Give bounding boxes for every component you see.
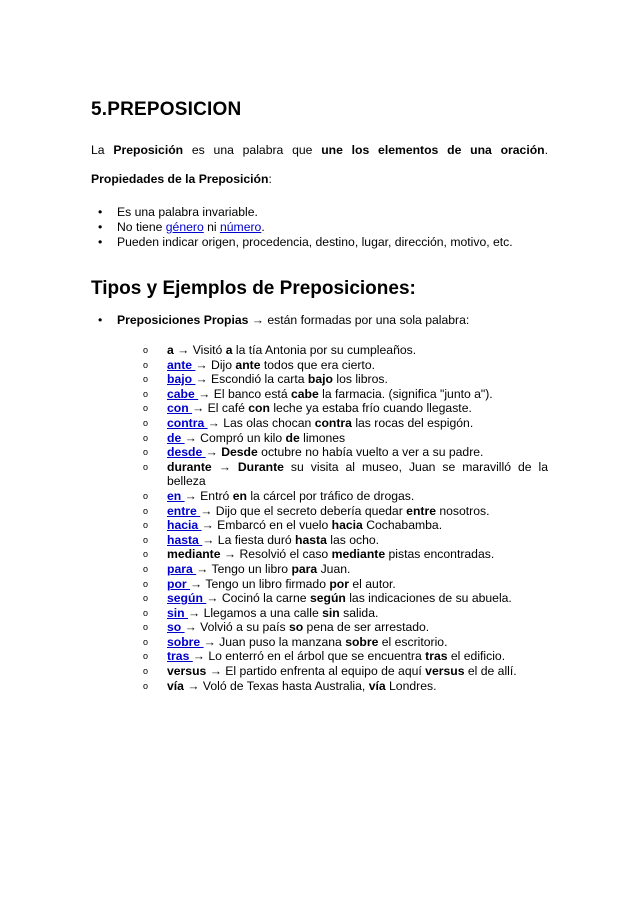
preposition-link[interactable]: por: [167, 576, 191, 591]
circle-bullet-icon: o: [143, 490, 149, 501]
example-text: →: [211, 459, 238, 474]
preposition-item: [143, 504, 548, 519]
preposition-link[interactable]: tras: [167, 649, 193, 664]
intro-text-3: .: [544, 143, 548, 157]
example-keyword: hasta: [295, 532, 327, 547]
example-text: → Compró un kilo: [184, 430, 286, 445]
intro-text-2: es una palabra que: [183, 143, 322, 157]
example-text: la cárcel por tráfico de drogas.: [246, 488, 415, 503]
property-text: Pueden indicar origen, procedencia, destino, lugar, dirección, motivo, etc.: [117, 235, 513, 249]
property-text: No tiene: [117, 220, 166, 234]
example-text: → La fiesta duró: [202, 532, 296, 547]
preposition-link[interactable]: so: [167, 620, 185, 635]
circle-bullet-icon: o: [143, 666, 149, 677]
example-text: → El café: [192, 401, 249, 416]
example-text: → Volvió a su país: [184, 620, 289, 635]
example-text: el escritorio.: [378, 634, 448, 649]
circle-bullet-icon: o: [143, 534, 149, 545]
preposition-item: [143, 489, 548, 504]
example-keyword: bajo: [307, 372, 333, 387]
circle-bullet-icon: o: [143, 388, 149, 399]
list-item: [91, 205, 548, 220]
preposition-item: [143, 372, 548, 387]
intro-definition: une los elementos de una oración: [321, 143, 545, 157]
circle-bullet-icon: o: [143, 359, 149, 370]
example-keyword: Durante: [237, 459, 284, 474]
example-keyword: sobre: [345, 634, 379, 649]
example-text: → Tengo un libro: [196, 561, 292, 576]
preposition-word: versus: [167, 664, 207, 679]
prepositions-list: [143, 343, 548, 693]
preposition-item: [143, 620, 548, 635]
example-text: el de allí.: [464, 664, 517, 679]
example-text: → Dijo que el secreto debería quedar: [200, 503, 407, 518]
bullet-icon: •: [98, 205, 103, 219]
circle-bullet-icon: o: [143, 374, 149, 385]
example-text: → Entró: [184, 488, 233, 503]
example-keyword: sin: [322, 605, 340, 620]
preposition-word: vía: [167, 678, 184, 693]
properties-heading-colon: :: [268, 172, 272, 186]
example-text: → Lo enterró en el árbol que se encuentra: [192, 649, 426, 664]
preposition-link[interactable]: de: [167, 430, 185, 445]
bullet-icon: •: [98, 235, 103, 249]
example-keyword: versus: [425, 664, 465, 679]
intro-text-1: La: [91, 143, 114, 157]
preposition-item: [143, 606, 548, 621]
preposition-item: [143, 387, 548, 402]
example-text: las rocas del espigón.: [351, 415, 474, 430]
example-keyword: a: [225, 343, 233, 357]
property-text: ni: [203, 220, 220, 234]
example-text: → Visitó: [173, 343, 226, 357]
preposition-link[interactable]: ante: [167, 357, 196, 372]
preposition-item: [143, 577, 548, 592]
subsection-desc: → están formadas por una sola palabra:: [248, 313, 470, 327]
subsection-title: Preposiciones Propias: [117, 313, 249, 327]
preposition-item: [143, 518, 548, 533]
preposition-link[interactable]: sin: [167, 605, 188, 620]
properties-heading: [91, 172, 272, 186]
bullet-icon: •: [98, 220, 103, 234]
example-text: → Escondió la carta: [195, 372, 308, 387]
circle-bullet-icon: o: [143, 636, 149, 647]
preposition-item: [143, 649, 548, 664]
preposition-link[interactable]: en: [167, 488, 185, 503]
circle-bullet-icon: o: [143, 607, 149, 618]
example-text: pistas encontradas.: [385, 547, 495, 562]
example-keyword: en: [232, 488, 247, 503]
preposition-link[interactable]: hacia: [167, 518, 202, 533]
example-text: las indicaciones de su abuela.: [345, 591, 512, 606]
circle-bullet-icon: o: [143, 680, 149, 691]
preposition-item: [143, 591, 548, 606]
example-text: → Voló de Texas hasta Australia,: [183, 678, 369, 693]
example-text: los libros.: [332, 372, 388, 387]
preposition-item: [143, 431, 548, 446]
example-keyword: tras: [425, 649, 448, 664]
example-text: nosotros.: [435, 503, 490, 518]
example-text: todos que era cierto.: [260, 357, 375, 372]
preposition-word: a: [167, 343, 174, 357]
example-keyword: para: [291, 561, 318, 576]
circle-bullet-icon: o: [143, 432, 149, 443]
example-text: el autor.: [349, 576, 396, 591]
example-keyword: so: [288, 620, 304, 635]
preposition-link[interactable]: con: [167, 401, 193, 416]
example-text: octubre no había vuelto a ver a su padre.: [257, 445, 484, 460]
example-text: →: [205, 445, 222, 460]
circle-bullet-icon: o: [143, 549, 149, 560]
example-text: salida.: [339, 605, 379, 620]
preposition-link[interactable]: para: [167, 561, 197, 576]
preposition-item: [143, 416, 548, 431]
preposition-item: [143, 562, 548, 577]
preposition-item: [143, 635, 548, 650]
circle-bullet-icon: o: [143, 403, 149, 414]
intro-term-preposicion: Preposición: [113, 143, 184, 157]
example-text: el edificio.: [447, 649, 506, 664]
example-keyword: entre: [406, 503, 436, 518]
preposition-word: durante: [167, 459, 212, 474]
preposition-item: [143, 679, 548, 694]
circle-bullet-icon: o: [143, 461, 149, 472]
example-text: la tía Antonia por su cumpleaños.: [232, 343, 417, 357]
example-text: → Cocinó la carne: [206, 591, 310, 606]
circle-bullet-icon: o: [143, 593, 149, 604]
preposition-link[interactable]: según: [167, 591, 207, 606]
preposition-item: [143, 533, 548, 548]
circle-bullet-icon: o: [143, 520, 149, 531]
preposition-link[interactable]: desde: [167, 445, 206, 460]
preposition-item: [143, 401, 548, 416]
preposition-link[interactable]: hasta: [167, 532, 203, 547]
example-keyword: cabe: [290, 386, 319, 401]
example-text: → Juan puso la manzana: [203, 634, 346, 649]
example-text: → Tengo un libro firmado: [190, 576, 330, 591]
bullet-icon: •: [98, 313, 103, 327]
preposition-item: [143, 664, 548, 679]
example-text: pena de ser arrestado.: [303, 620, 430, 635]
circle-bullet-icon: o: [143, 563, 149, 574]
example-text: → Dijo: [195, 357, 236, 372]
section-heading: Tipos y Ejemplos de Preposiciones:: [91, 278, 416, 299]
example-keyword: con: [248, 401, 270, 416]
property-text: .: [261, 220, 265, 234]
preposition-item: [143, 547, 548, 562]
example-text: Cochabamba.: [362, 518, 443, 533]
preposition-item: [143, 358, 548, 373]
numero-link[interactable]: número: [220, 220, 262, 234]
example-keyword: vía: [368, 678, 386, 693]
example-text: limones: [299, 430, 346, 445]
example-keyword: según: [309, 591, 346, 606]
example-keyword: por: [329, 576, 349, 591]
circle-bullet-icon: o: [143, 578, 149, 589]
example-text: → Embarcó en el vuelo: [201, 518, 332, 533]
preposition-link[interactable]: cabe: [167, 386, 199, 401]
list-item: [91, 235, 548, 250]
circle-bullet-icon: o: [143, 651, 149, 662]
example-text: leche ya estaba frío cuando llegaste.: [269, 401, 472, 416]
preposition-link[interactable]: sobre: [167, 634, 204, 649]
preposition-link[interactable]: entre: [167, 503, 201, 518]
example-text: Londres.: [385, 678, 437, 693]
example-keyword: Desde: [221, 445, 258, 460]
example-text: → Llegamos a una calle: [188, 605, 323, 620]
example-text: → El banco está: [198, 386, 291, 401]
property-text: Es una palabra invariable.: [117, 205, 258, 219]
circle-bullet-icon: o: [143, 622, 149, 633]
example-text: las ocho.: [326, 532, 380, 547]
example-text: → El partido enfrenta al equipo de aquí: [206, 664, 426, 679]
circle-bullet-icon: o: [143, 447, 149, 458]
genero-link[interactable]: género: [165, 220, 204, 234]
example-text: → Resolvió el caso: [220, 547, 332, 562]
example-text: Juan.: [317, 561, 351, 576]
example-keyword: mediante: [331, 547, 386, 562]
subsection-item: [98, 313, 469, 327]
example-text: → Las olas chocan: [207, 415, 315, 430]
example-keyword: hacia: [331, 518, 363, 533]
example-keyword: contra: [314, 415, 352, 430]
page-title: 5.PREPOSICION: [91, 99, 242, 120]
preposition-item: [143, 445, 548, 460]
example-text: su visita al museo, Juan se maravilló de la belleza: [167, 459, 549, 489]
example-keyword: ante: [235, 357, 261, 372]
circle-bullet-icon: o: [143, 417, 149, 428]
circle-bullet-icon: o: [143, 505, 149, 516]
properties-heading-text: Propiedades de la Preposición: [91, 172, 269, 186]
intro-paragraph: [91, 143, 548, 157]
preposition-item: [143, 460, 548, 489]
preposition-link[interactable]: contra: [167, 415, 208, 430]
properties-list: [91, 205, 548, 250]
list-item: [91, 220, 548, 235]
preposition-word: mediante: [167, 547, 221, 562]
subsection-text: [98, 313, 469, 327]
example-keyword: de: [285, 430, 300, 445]
preposition-link[interactable]: bajo: [167, 372, 196, 387]
circle-bullet-icon: o: [143, 345, 149, 355]
example-text: la farmacia. (significa "junto a").: [318, 386, 493, 401]
preposition-item: [143, 343, 548, 358]
